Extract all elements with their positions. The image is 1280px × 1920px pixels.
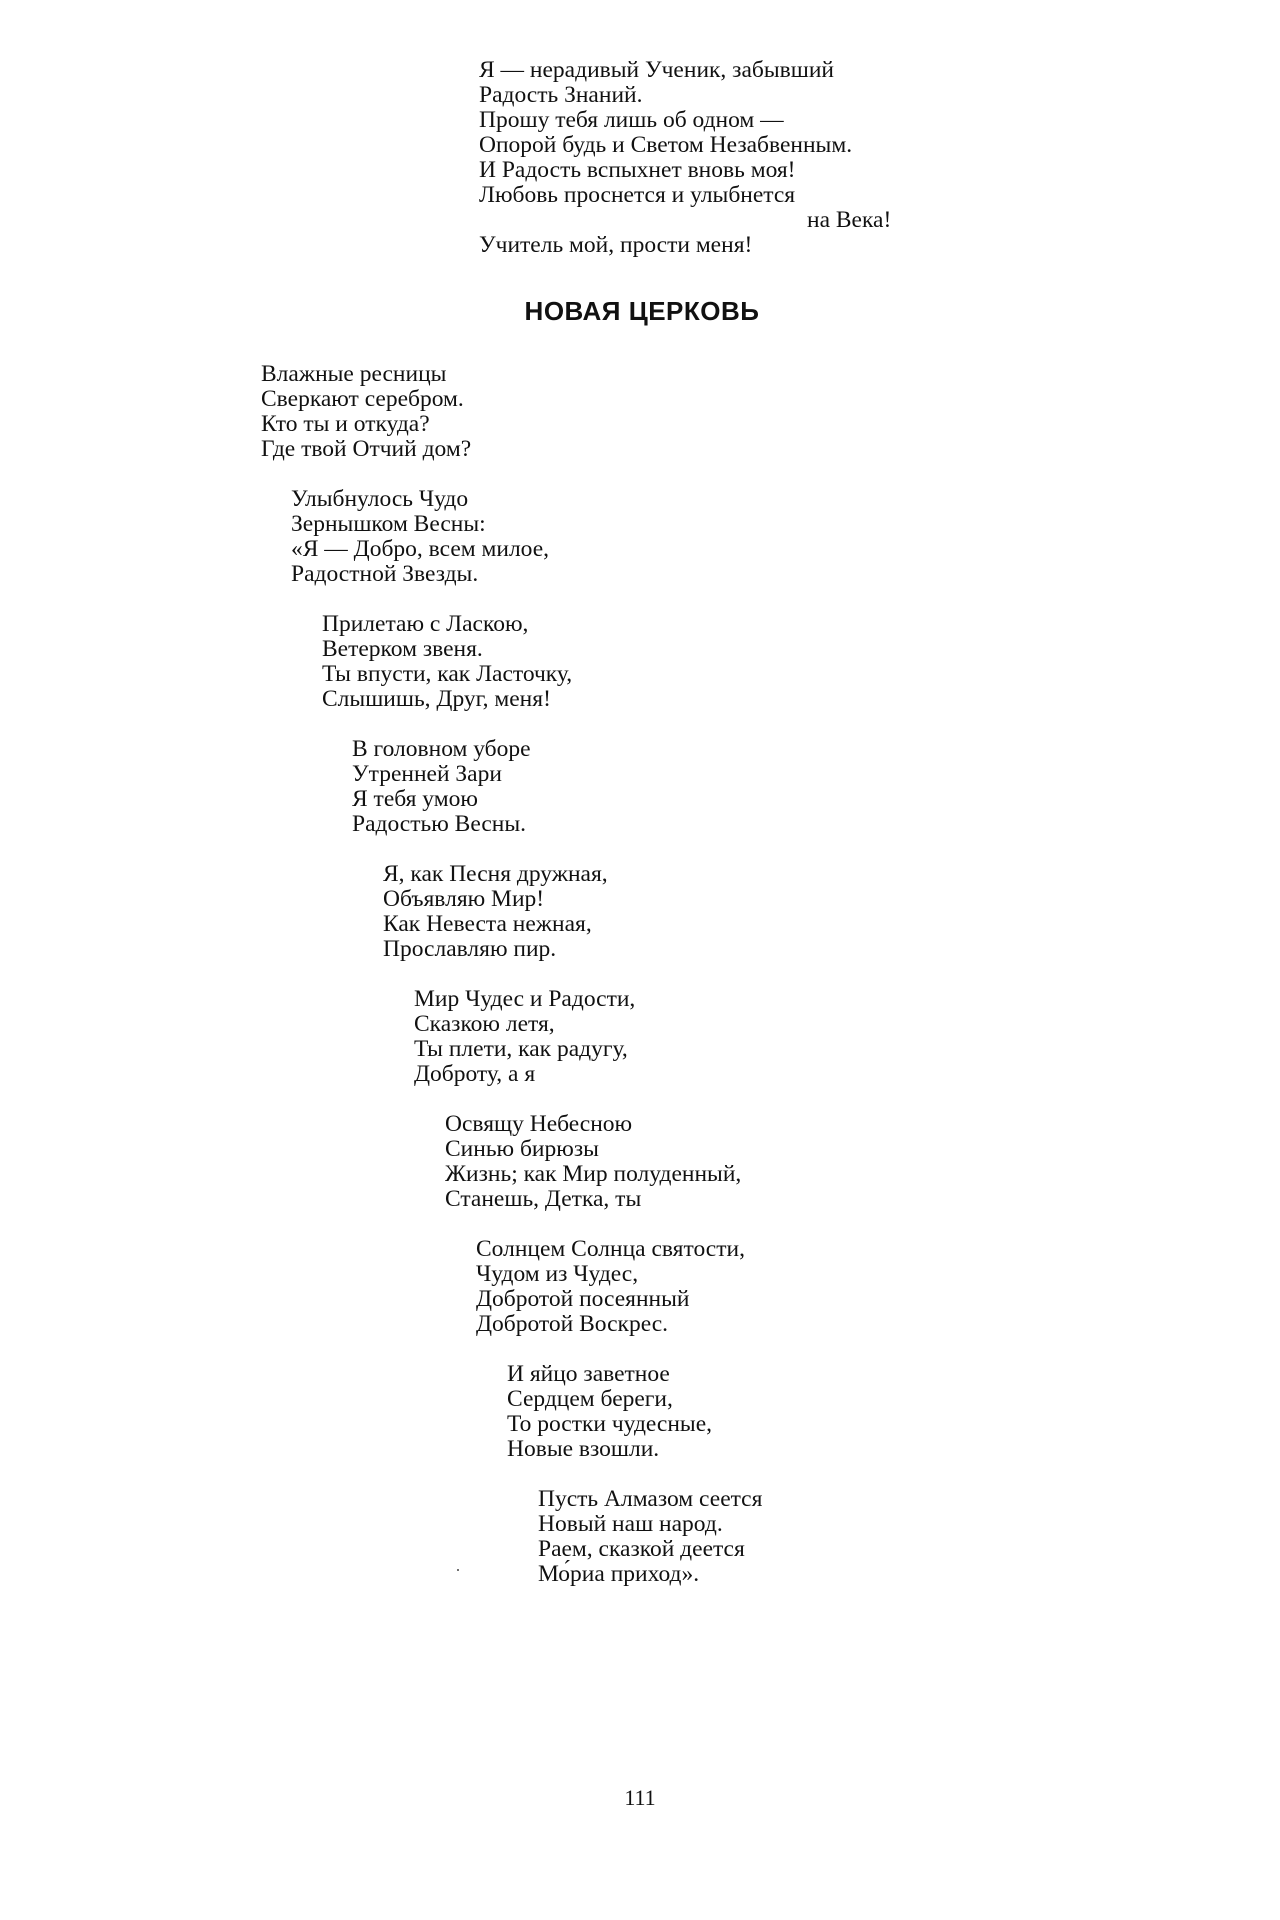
stanza-line: Прилетаю с Ласкою, (322, 611, 529, 637)
stanza-line: Синью бирюзы (445, 1136, 599, 1162)
stanza-line: Чудом из Чудес, (476, 1261, 639, 1287)
stanza (507, 1362, 712, 1462)
stanza (538, 1487, 762, 1587)
stanza-line: Влажные ресницы (261, 361, 447, 387)
stanza-line: Я, как Песня дружная, (383, 861, 608, 887)
stanza (476, 1237, 745, 1337)
stanza-line: Сказкою летя, (414, 1011, 555, 1037)
stanza-line: Я тебя умою (352, 786, 478, 812)
poem-title (0, 296, 1280, 327)
stanza (261, 362, 471, 462)
stanza-line: Где твой Отчий дом? (261, 436, 472, 462)
stanza-line: Мо́риа приход». (538, 1561, 700, 1587)
stanza-line: Новые взошли. (507, 1436, 660, 1462)
stanza-line: Ты плети, как радугу, (414, 1036, 628, 1062)
stanza-line: Улыбнулось Чудо (291, 486, 469, 512)
intro-line-right-aligned: на Века! (807, 207, 892, 233)
stanza-line: Добротой посеянный (476, 1286, 690, 1312)
stanza-line: И яйцо заветное (507, 1361, 670, 1387)
page-number: 111 (624, 1785, 656, 1810)
stanza-line: Прославляю пир. (383, 936, 557, 962)
stanza-line: Сверкают серебром. (261, 386, 464, 412)
stanza (322, 612, 572, 712)
intro-line: И Радость вспыхнет вновь моя! (479, 157, 796, 183)
stanza-line: Жизнь; как Мир полуденный, (445, 1161, 742, 1187)
intro-line: Я — нерадивый Ученик, забывший (479, 57, 834, 83)
stanza-line: Солнцем Солнца святости, (476, 1236, 745, 1262)
stanza-line: Раем, сказкой деется (538, 1536, 745, 1562)
stanza-line: Зернышком Весны: (291, 511, 486, 537)
intro-line: Опорой будь и Светом Незабвенным. (479, 132, 853, 158)
stanza-line: Мир Чудес и Радости, (414, 986, 636, 1012)
stanza-line: Сердцем береги, (507, 1386, 673, 1412)
intro-line: Любовь проснется и улыбнется (479, 182, 796, 208)
stanza-line: Как Невеста нежная, (383, 911, 592, 937)
stanza-line: Освящу Небесною (445, 1111, 633, 1137)
stanza (383, 862, 608, 962)
stanza (291, 487, 549, 587)
intro-poem-ending (479, 58, 891, 258)
stanza-line: Слышишь, Друг, меня! (322, 686, 551, 712)
stanza-line: То ростки чудесные, (507, 1411, 713, 1437)
stanza-line: Пусть Алмазом сеется (538, 1486, 763, 1512)
intro-line: Радость Знаний. (479, 82, 643, 108)
poem-title-text: НОВАЯ ЦЕРКОВЬ (524, 296, 760, 326)
stanza-line: В головном уборе (352, 736, 531, 762)
stanza (414, 987, 635, 1087)
stanza-line: Станешь, Детка, ты (445, 1186, 642, 1212)
stanza-line: Кто ты и откуда? (261, 411, 430, 437)
intro-line: Прошу тебя лишь об одном — (479, 107, 784, 133)
stanza-line: Радостью Весны. (352, 811, 527, 837)
stanza-line: Доброту, а я (414, 1061, 536, 1087)
stanza-line: Ветерком звеня. (322, 636, 483, 662)
stanza (445, 1112, 741, 1212)
stanza-line: Добротой Воскрес. (476, 1311, 669, 1337)
stanza-line: Радостной Звезды. (291, 561, 479, 587)
intro-line: Учитель мой, прости меня! (479, 232, 753, 258)
stanza-line: «Я — Добро, всем милое, (291, 536, 550, 562)
scan-speck (457, 1569, 459, 1571)
stanza-line: Ты впусти, как Ласточку, (322, 661, 573, 687)
stanza-line: Утренней Зари (352, 761, 502, 787)
stanza-line: Новый наш народ. (538, 1511, 723, 1537)
stanza (352, 737, 531, 837)
stanza-line: Объявляю Мир! (383, 886, 545, 912)
